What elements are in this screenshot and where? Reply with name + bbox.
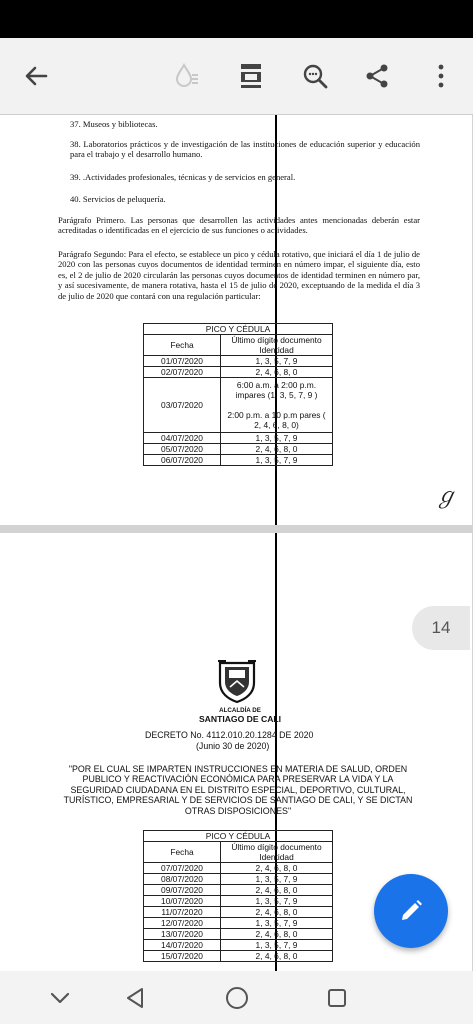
table-cell: 1, 3, 5, 7, 9	[221, 356, 333, 367]
coat-of-arms-seal	[216, 657, 258, 703]
viewer-toolbar	[0, 38, 473, 115]
table-cell: 1, 3, 5, 7, 9	[221, 940, 333, 951]
table-cell: 05/07/2020	[144, 444, 221, 455]
list-item: 37. Museos y bibliotecas.	[70, 119, 158, 129]
table-row	[144, 918, 333, 929]
list-item: 40. Servicios de peluquería.	[70, 194, 166, 204]
document-layout-icon[interactable]	[227, 52, 275, 100]
page-indicator[interactable]: 14	[412, 606, 470, 650]
table-cell: 1, 3, 5, 7, 9	[221, 896, 333, 907]
seal-subtitle: SANTIAGO DE CALI	[198, 714, 282, 724]
table-row	[144, 874, 333, 885]
column-header: Fecha	[144, 335, 221, 356]
list-item: 39. .Actividades profesionales, técnicas y de servicios en general.	[70, 172, 296, 182]
pdf-page	[0, 115, 472, 525]
table-cell: 04/07/2020	[144, 433, 221, 444]
table-cell: 08/07/2020	[144, 874, 221, 885]
table-cell: 01/07/2020	[144, 356, 221, 367]
table-row	[144, 433, 333, 444]
table-cell: 11/07/2020	[144, 907, 221, 918]
table-cell: 2, 4, 6, 8, 0	[221, 951, 333, 962]
table-row	[144, 455, 333, 466]
column-header: Fecha	[144, 842, 221, 863]
pdf-viewer[interactable]	[0, 115, 473, 971]
table-row	[144, 929, 333, 940]
status-bar	[0, 0, 473, 38]
table-row	[144, 378, 333, 433]
table-cell: 2, 4, 6, 8, 0	[221, 907, 333, 918]
signature-mark: ℊ	[435, 483, 458, 508]
table-cell: 03/07/2020	[144, 378, 221, 433]
paragraph: Parágrafo Primero. Las personas que desarrollen las actividades antes mencionadas deberán estar acreditadas o identificadas en el ejercicio de sus funciones o actividades.	[58, 215, 420, 236]
paragraph: Parágrafo Segundo: Para el efecto, se establece un pico y cédula rotativo, que iniciará el día 1 de julio de 2020 con las personas cuyos documentos de identidad terminen en número impar, el siguiente día, esto es, el 2 de julio de 2020 circularán las personas cuyos documentos de identidad terminen en número par, y así sucesivamente, de manera rotativa, hasta el 15 de julio de 2020, exceptuando de la medida el día 3 de julio de 2020 que contará con una regulación particular:	[58, 249, 420, 301]
table-row	[144, 940, 333, 951]
table-cell: 2, 4, 6, 8, 0	[221, 863, 333, 874]
table-cell: 02/07/2020	[144, 367, 221, 378]
decree-date: (Junio 30 de 2020)	[196, 741, 270, 751]
table-row	[144, 896, 333, 907]
table-cell: 12/07/2020	[144, 918, 221, 929]
pico-cedula-table	[143, 830, 333, 962]
back-arrow-icon[interactable]	[12, 52, 60, 100]
edit-fab-button[interactable]	[374, 874, 448, 948]
table-cell: 10/07/2020	[144, 896, 221, 907]
column-header: Último dígito documento Identidad	[221, 842, 333, 863]
table-cell: 2, 4, 6, 8, 0	[221, 929, 333, 940]
table-row	[144, 367, 333, 378]
ink-drop-icon[interactable]	[163, 52, 211, 100]
table-cell: 13/07/2020	[144, 929, 221, 940]
pico-cedula-table	[143, 323, 333, 466]
table-row	[144, 951, 333, 962]
table-cell: 2, 4, 6, 8, 0	[221, 367, 333, 378]
table-cell: 2, 4, 6, 8, 0	[221, 885, 333, 896]
table-cell: 6:00 a.m. a 2:00 p.m. impares (1, 3, 5, 7, 9 ) 2:00 p.m. a 10 p.m pares ( 2, 4, 6, 8, 0)	[221, 378, 333, 433]
table-row	[144, 885, 333, 896]
table-row	[144, 444, 333, 455]
seal-title: ALCALDÍA DE	[219, 707, 261, 714]
chevron-down-icon[interactable]	[45, 983, 75, 1013]
recents-square-icon[interactable]	[322, 983, 352, 1013]
home-circle-icon[interactable]	[222, 983, 252, 1013]
decree-heading: "POR EL CUAL SE IMPARTEN INSTRUCCIONES EN MATERIA DE SALUD, ORDEN PUBLICO Y REACTIVACIÓN ECONÓMICA PARA PRESERVAR LA VIDA Y LA SEGURIDAD CIUDADANA EN EL DISTRITO ESPECIAL, DEPORTIVO, CULTURAL, TURÍSTICO, EMPRESARIAL Y DE SERVICIOS DE SANTIAGO DE CALI, Y SE DICTAN OTRAS DISPOSICIONES"	[63, 764, 413, 816]
list-item: 38. Laboratorios prácticos y de investigación de las instituciones de educación superior y educación para el trabajo y el desarrollo humano.	[70, 139, 420, 160]
edit-pencil-icon	[396, 896, 426, 926]
table-cell: 1, 3, 5, 7, 9	[221, 433, 333, 444]
table-title: PICO Y CÉDULA	[144, 831, 333, 842]
search-zoom-icon[interactable]	[291, 52, 339, 100]
table-cell: 14/07/2020	[144, 940, 221, 951]
table-row	[144, 863, 333, 874]
system-nav-bar	[0, 971, 473, 1024]
decree-number: DECRETO No. 4112.010.20.1284 DE 2020	[145, 730, 314, 740]
table-title: PICO Y CÉDULA	[144, 324, 333, 335]
table-cell: 06/07/2020	[144, 455, 221, 466]
table-cell: 1, 3, 5, 7, 9	[221, 455, 333, 466]
back-triangle-icon[interactable]	[120, 983, 150, 1013]
column-header: Último dígito documento Identidad	[221, 335, 333, 356]
table-cell: 07/07/2020	[144, 863, 221, 874]
table-cell: 15/07/2020	[144, 951, 221, 962]
table-row	[144, 907, 333, 918]
table-cell: 2, 4, 6, 8, 0	[221, 444, 333, 455]
more-vert-icon[interactable]	[417, 52, 465, 100]
table-cell: 09/07/2020	[144, 885, 221, 896]
table-cell: 1, 3, 5, 7, 9	[221, 874, 333, 885]
table-cell: 1, 3, 5, 7, 9	[221, 918, 333, 929]
table-row	[144, 356, 333, 367]
share-icon[interactable]	[353, 52, 401, 100]
